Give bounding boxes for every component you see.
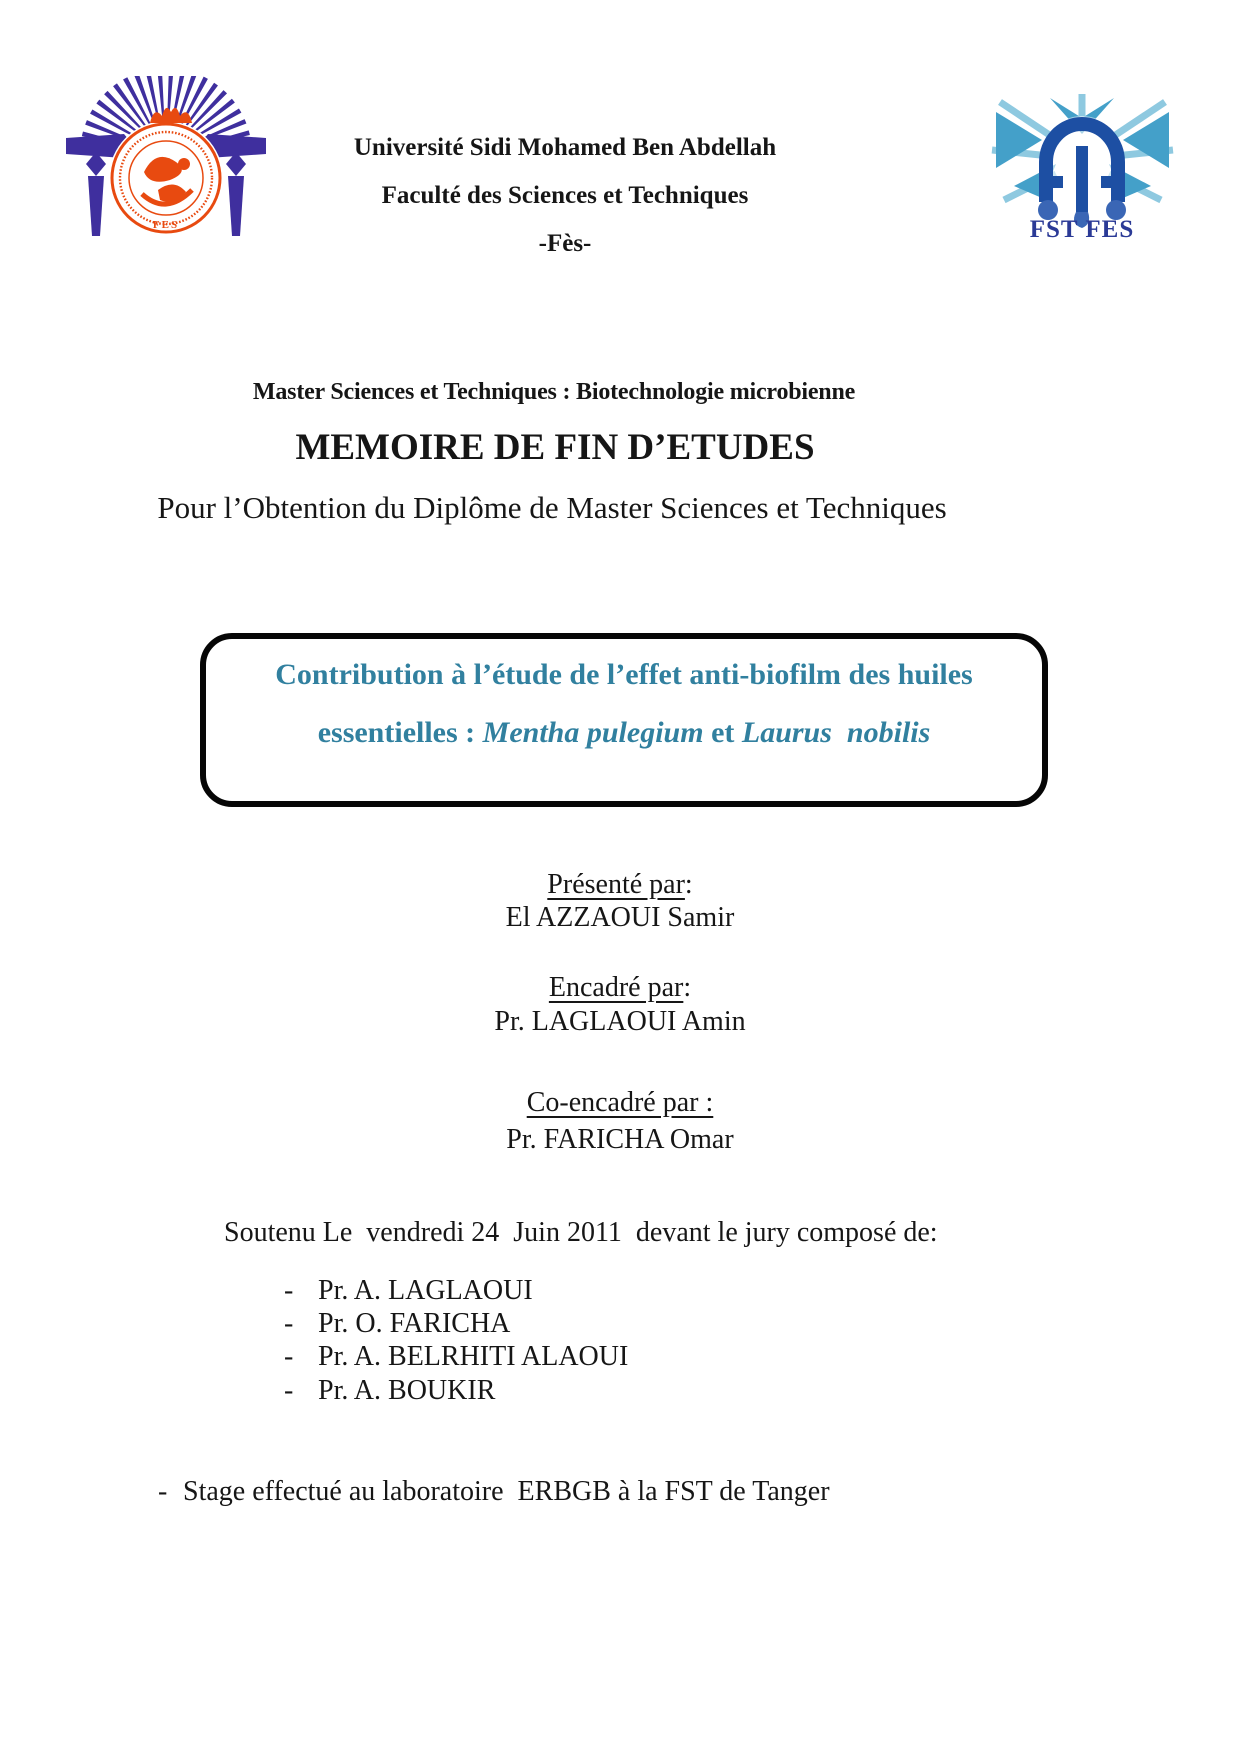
stage-note-text: Stage effectué au laboratoire ERBGB à la FST de Tanger <box>183 1476 830 1507</box>
jury-item-dash: - <box>284 1374 294 1406</box>
faculty-name: Faculté des Sciences et Techniques <box>381 182 749 209</box>
degree-purpose-line: Pour l’Obtention du Diplôme de Master Sciences et Techniques <box>157 490 947 525</box>
co-advisor-name: Pr. FARICHA Omar <box>506 1124 734 1155</box>
author-name: El AZZAOUI Samir <box>505 902 735 933</box>
memoire-title: MEMOIRE DE FIN D’ETUDES <box>295 427 815 468</box>
jury-member-name: Pr. A. BOUKIR <box>318 1374 496 1406</box>
header-block <box>265 124 865 268</box>
jury-member-name: Pr. O. FARICHA <box>318 1308 511 1340</box>
university-seal-logo <box>66 76 278 242</box>
jury-list-item <box>284 1307 628 1340</box>
jury-list-item <box>284 1374 628 1407</box>
defense-intro-line: Soutenu Le vendredi 24 Juin 2011 devant le jury composé de: <box>224 1217 938 1248</box>
jury-member-name: Pr. A. LAGLAOUI <box>318 1274 533 1306</box>
co-advisor-label-line <box>320 1086 920 1120</box>
jury-item-dash: - <box>284 1341 294 1373</box>
jury-list-item <box>284 1274 628 1307</box>
thesis-title-line2 <box>206 704 1042 762</box>
advisor-name: Pr. LAGLAOUI Amin <box>494 1006 746 1037</box>
seal-calligraphy-dot <box>178 158 190 170</box>
university-name: Université Sidi Mohamed Ben Abdellah <box>353 134 777 161</box>
fst-fes-logo <box>990 90 1175 242</box>
jury-item-dash: - <box>284 1308 294 1340</box>
jury-member-name: Pr. A. BELRHITI ALAOUI <box>318 1341 629 1373</box>
species-name-1: Mentha pulegium <box>482 716 704 749</box>
seal-fes-text: FES <box>152 219 180 231</box>
species-name-2: Laurus nobilis <box>741 716 931 749</box>
advisor-label: Encadré par <box>548 972 684 1003</box>
presented-by-label: Présenté par <box>547 869 685 900</box>
co-advisor-label: Co-encadré par : <box>526 1087 714 1118</box>
advisor-label-line <box>320 971 920 1005</box>
presented-by-colon: : <box>684 869 693 900</box>
jury-list <box>284 1274 628 1408</box>
advisor-colon: : <box>683 972 692 1003</box>
city-name: -Fès- <box>538 230 592 257</box>
university-seal-icon <box>66 76 278 242</box>
master-program-line: Master Sciences et Techniques : Biotechnologie microbienne <box>252 379 856 405</box>
presented-by-label-line <box>320 868 920 902</box>
thesis-title-line1: Contribution à l’étude de l’effet anti-biofilm des huiles <box>275 658 973 691</box>
jury-item-dash: - <box>284 1274 294 1306</box>
fst-fes-caption: FST FES <box>1029 216 1135 242</box>
thesis-title-box <box>200 633 1048 807</box>
thesis-title-line2-connector: et <box>703 716 742 749</box>
fst-fes-icon <box>990 90 1175 242</box>
stage-note-line <box>158 1477 830 1507</box>
thesis-title-line2-prefix: essentielles : <box>317 716 483 749</box>
jury-list-item <box>284 1341 628 1374</box>
stage-note-dash: - <box>158 1476 168 1507</box>
